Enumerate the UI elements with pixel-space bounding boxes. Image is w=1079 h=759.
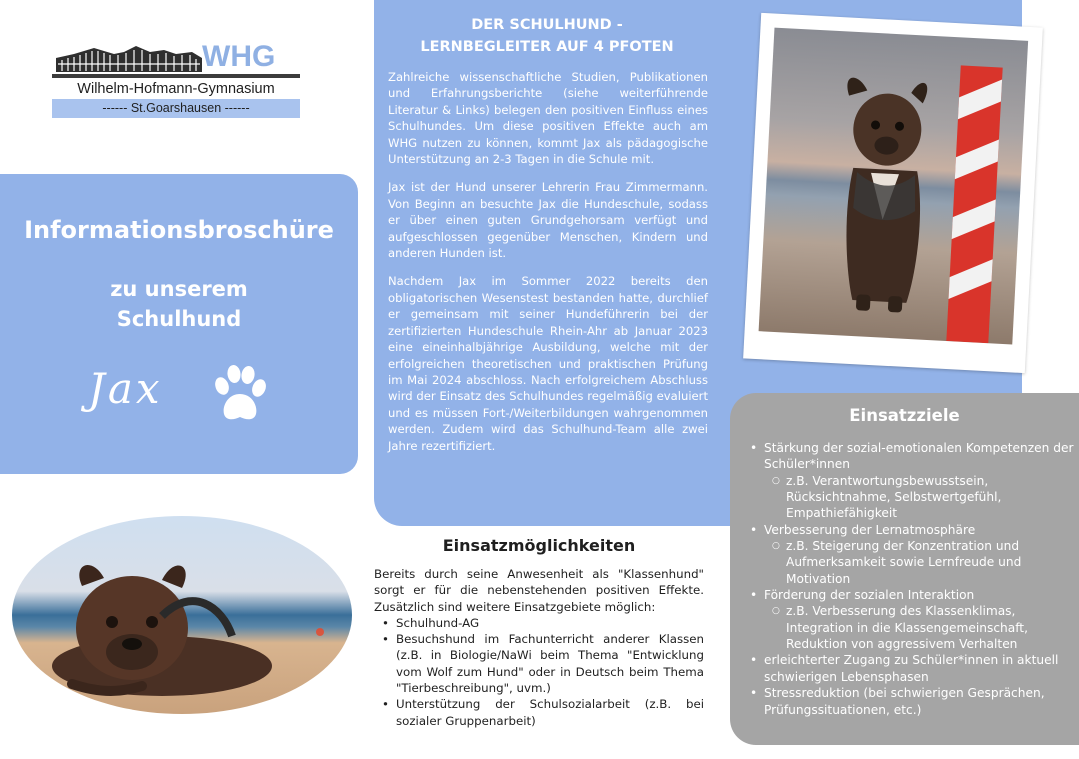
logo-location: ------ St.Goarshausen ------ bbox=[52, 99, 300, 118]
list-item: • Stressreduktion (bei schwierigen Gesprächen, Prüfungssituationen, etc.) bbox=[764, 685, 1074, 718]
goal-text: Stärkung der sozial-emotionalen Kompetenzen der Schüler*innen bbox=[764, 441, 1074, 472]
goal-text: Verbesserung der Lernatmosphäre bbox=[764, 522, 976, 537]
goal-example: ○ z.B. Verbesserung des Klassenklimas, Integration in die Klassengemeinschaft, Reduktion von aggressivem Verhalten bbox=[786, 603, 1074, 652]
list-item bbox=[764, 522, 1074, 587]
goals-card bbox=[730, 393, 1079, 745]
brochure-title: Informationsbroschüre bbox=[24, 216, 334, 244]
intro-paragraph: Jax ist der Hund unserer Lehrerin Frau Zimmermann. Von Beginn an besuchte Jax die Hundeschule, sodass er über einen guten Grundgehorsam verfügt und aufgeschlossen gegenüber Menschen, Kindern und anderen Hunden ist. bbox=[388, 180, 708, 261]
dog-lying-on-beach-photo bbox=[12, 516, 352, 714]
school-building-icon bbox=[54, 44, 204, 72]
goal-example: ○ z.B. Verantwortungsbewusstsein, Rücksichtnahme, Selbstwertgefühl, Empathiefähigkeit bbox=[786, 473, 1074, 522]
list-item bbox=[764, 440, 1074, 522]
logo-abbreviation: WHG bbox=[202, 40, 276, 73]
intro-title-line-2: LERNBEGLEITER AUF 4 PFOTEN bbox=[420, 39, 674, 55]
goal-text: Förderung der sozialen Interaktion bbox=[764, 588, 975, 603]
goal-example: ○ z.B. Steigerung der Konzentration und Aufmerksamkeit sowie Lernfreude und Motivation bbox=[786, 538, 1074, 587]
dog-sitting-illustration bbox=[759, 28, 1029, 345]
title-card bbox=[0, 174, 358, 474]
logo-school-name: Wilhelm-Hofmann-Gymnasium bbox=[52, 78, 300, 100]
subtitle-line-1: zu unserem bbox=[110, 277, 248, 301]
goals-title: Einsatzziele bbox=[849, 406, 960, 425]
subtitle-line-2: Schulhund bbox=[116, 307, 242, 331]
uses-title: Einsatzmöglichkeiten bbox=[442, 536, 636, 555]
list-item: • Unterstützung der Schulsozialarbeit (z.B. bei sozialer Gruppenarbeit) bbox=[396, 696, 704, 729]
list-item: • Schulhund-AG bbox=[396, 615, 704, 631]
dog-sitting-photo bbox=[759, 28, 1029, 345]
dog-sitting-polaroid bbox=[743, 13, 1043, 373]
school-logo bbox=[52, 42, 302, 120]
dog-name: Jax bbox=[88, 364, 163, 413]
uses-intro: Bereits durch seine Anwesenheit als "Klassenhund" sorgt er für die nebenstehenden positiven Effekte. Zusätzlich sind weitere Einsatzgebiete möglich: bbox=[374, 567, 704, 614]
intro-title-line-1: DER SCHULHUND - bbox=[471, 17, 623, 33]
uses-list bbox=[396, 615, 704, 729]
intro-paragraph: Nachdem Jax im Sommer 2022 bereits den obligatorischen Wesenstest bestanden hatte, durchlief er gemeinsam mit seiner Hundeführerin bei der zertifizierten Hundeschule Rhein-Ahr ab Januar 2023 eine eineinhalbjährige Ausbildung, welche mit der erfolgreichen theoretischen und praktischen Prüfung im Mai 2024 abschloss. Nach erfolgreichem Abschluss wird der Einsatz des Schulhundes regelmäßig evaluiert und es müssen Fort-/Weiterbildungen wahrgenommen werden. Zudem wird das Schulhund-Team alle zwei Jahre rezertifiziert. bbox=[388, 274, 708, 453]
goals-list bbox=[764, 440, 1074, 718]
brochure-subtitle bbox=[0, 274, 358, 334]
intro-paragraph: Zahlreiche wissenschaftliche Studien, Publikationen und Erfahrungsberichte (siehe weiterführende Literatur & Links) belegen den positiven Einfluss eines Schulhundes. Um diese positiven Effekte auch am WHG nutzen zu können, kommt Jax als pädagogische Unterstützung an 2-3 Tagen in die Schule mit. bbox=[388, 70, 708, 167]
uses-section bbox=[374, 566, 704, 729]
list-item: • erleichterter Zugang zu Schüler*innen in aktuell schwierigen Lebensphasen bbox=[764, 652, 1074, 685]
dog-lying-illustration bbox=[12, 516, 352, 714]
paw-icon bbox=[210, 364, 268, 424]
list-item bbox=[764, 587, 1074, 652]
intro-text bbox=[388, 69, 708, 466]
list-item: • Besuchshund im Fachunterricht anderer Klassen (z.B. in Biologie/NaWi beim Thema "Entwicklung vom Wolf zum Hund" oder in Deutsch beim Thema "Tierbeschreibung", uvm.) bbox=[396, 631, 704, 696]
intro-title bbox=[374, 14, 720, 58]
